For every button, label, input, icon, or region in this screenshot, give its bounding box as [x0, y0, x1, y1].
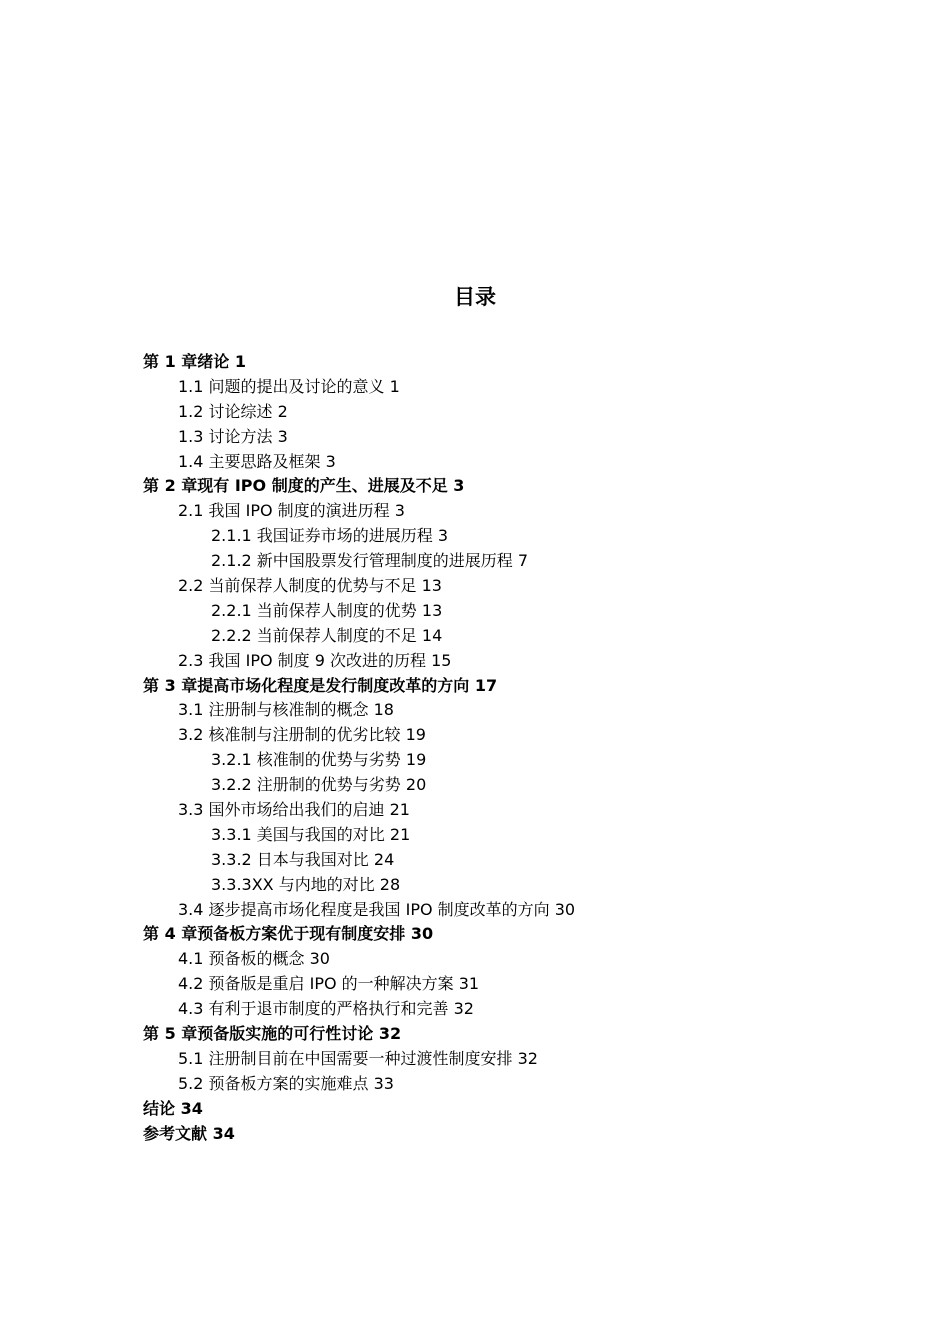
toc-entry[interactable]: 2.2.1 当前保荐人制度的优势 13	[211, 600, 443, 620]
toc-entry[interactable]: 2.2 当前保荐人制度的优势与不足 13	[178, 576, 442, 596]
toc-entry[interactable]: 2.1.1 我国证券市场的进展历程 3	[211, 526, 449, 546]
toc-entry[interactable]: 第 1 章绪论 1	[143, 352, 246, 371]
toc-entry[interactable]: 1.4 主要思路及框架 3	[178, 451, 336, 471]
toc-entry[interactable]: 3.1 注册制与核准制的概念 18	[178, 700, 394, 720]
toc-entry[interactable]: 3.3.3XX 与内地的对比 28	[211, 874, 401, 894]
toc-entry[interactable]: 2.1 我国 IPO 制度的演进历程 3	[178, 501, 405, 521]
toc-entry[interactable]: 第 2 章现有 IPO 制度的产生、进展及不足 3	[143, 476, 465, 496]
toc-entry[interactable]: 3.2 核准制与注册制的优劣比较 19	[178, 725, 426, 745]
toc-entry[interactable]: 3.2.1 核准制的优势与劣势 19	[211, 750, 427, 770]
toc-entry[interactable]: 3.3 国外市场给出我们的启迪 21	[178, 800, 410, 820]
toc-entry[interactable]: 第 5 章预备版实施的可行性讨论 32	[143, 1024, 402, 1044]
toc-entry[interactable]: 4.3 有利于退市制度的严格执行和完善 32	[178, 999, 474, 1019]
toc-entry[interactable]: 3.4 逐步提高市场化程度是我国 IPO 制度改革的方向 30	[178, 899, 576, 919]
toc-entry[interactable]: 1.1 问题的提出及讨论的意义 1	[178, 376, 400, 396]
toc-entry[interactable]: 5.1 注册制目前在中国需要一种过渡性制度安排 32	[178, 1048, 538, 1068]
toc-entry[interactable]: 4.2 预备版是重启 IPO 的一种解决方案 31	[178, 974, 480, 994]
toc-entry[interactable]: 第 4 章预备板方案优于现有制度安排 30	[143, 924, 434, 944]
toc-entry[interactable]: 第 3 章提高市场化程度是发行制度改革的方向 17	[143, 675, 498, 695]
toc-entry[interactable]: 1.3 讨论方法 3	[178, 426, 288, 446]
toc-entry[interactable]: 4.1 预备板的概念 30	[178, 949, 330, 969]
toc-entry[interactable]: 3.2.2 注册制的优势与劣势 20	[211, 775, 427, 795]
page-title: 目录	[454, 285, 496, 309]
toc-entry[interactable]: 2.2.2 当前保荐人制度的不足 14	[211, 625, 443, 645]
toc-entry[interactable]: 参考文献 34	[143, 1123, 235, 1143]
toc-entry[interactable]: 2.1.2 新中国股票发行管理制度的进展历程 7	[211, 551, 529, 571]
table-of-contents	[143, 350, 863, 1147]
toc-entry[interactable]: 2.3 我国 IPO 制度 9 次改进的历程 15	[178, 650, 452, 670]
toc-entry[interactable]: 3.3.2 日本与我国对比 24	[211, 849, 395, 869]
toc-entry[interactable]: 1.2 讨论综述 2	[178, 401, 288, 421]
toc-entry[interactable]: 结论 34	[143, 1098, 203, 1118]
toc-entry[interactable]: 3.3.1 美国与我国的对比 21	[211, 824, 411, 844]
toc-entry[interactable]: 5.2 预备板方案的实施难点 33	[178, 1073, 394, 1093]
